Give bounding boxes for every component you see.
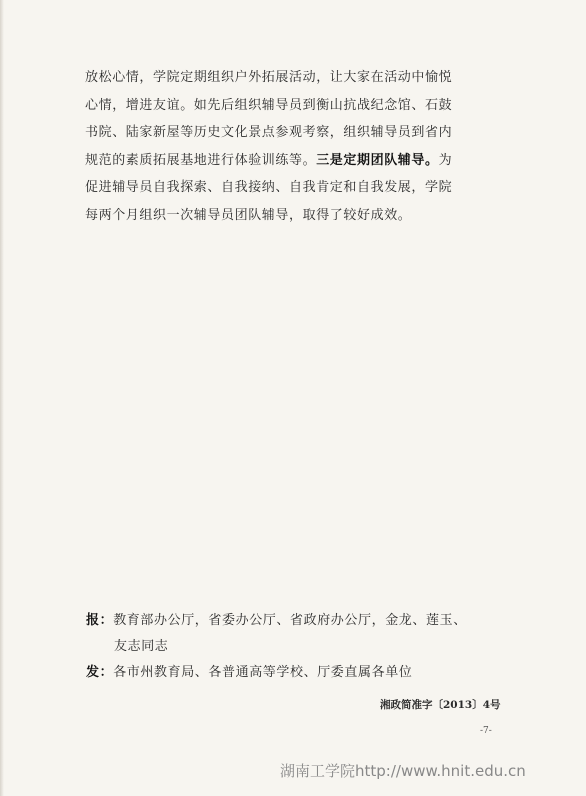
body-line-2: 心情，增进友谊。如先后组织辅导员到衡山抗战纪念馆、石鼓 [85, 97, 453, 113]
send-label: 发： [86, 665, 114, 680]
report-recipients: 教育部办公厅，省委办公厅、省政府办公厅，金龙、莲玉、 [113, 613, 467, 628]
page-edge-shadow [0, 0, 4, 796]
report-row [86, 608, 526, 634]
bold-heading-phrase: 三是定期团队辅导。 [316, 152, 439, 168]
body-line-4-text: 规范的素质拓展基地进行体验训练等。 [85, 152, 317, 168]
body-line-3: 书院、陆家新屋等历史文化景点参观考察，组织辅导员到省内 [85, 125, 453, 140]
send-row [86, 660, 526, 686]
site-watermark: 湖南工学院http://www.hnit.edu.cn [280, 762, 526, 780]
body-line-1: 放松心情，学院定期组织户外拓展活动，让大家在活动中愉悦 [85, 70, 453, 85]
body-paragraph [85, 64, 525, 229]
distribution-block [86, 608, 526, 686]
report-row-continued: 友志同志 [114, 639, 169, 654]
body-line-5: 促进辅导员自我探索、自我接纳、自我肯定和自我发展，学院 [85, 180, 453, 195]
report-label: 报： [86, 613, 114, 628]
body-line-6: 每两个月组织一次辅导员团队辅导，取得了较好成效。 [85, 207, 412, 223]
send-recipients: 各市州教育局、各普通高等学校、厅委直属各单位 [113, 665, 413, 680]
body-line-4 [85, 147, 525, 175]
document-number: 湘政简准字〔2013〕4号 [380, 699, 501, 711]
page-number: -7- [480, 726, 492, 736]
body-line-4-tail: 为 [438, 152, 453, 168]
